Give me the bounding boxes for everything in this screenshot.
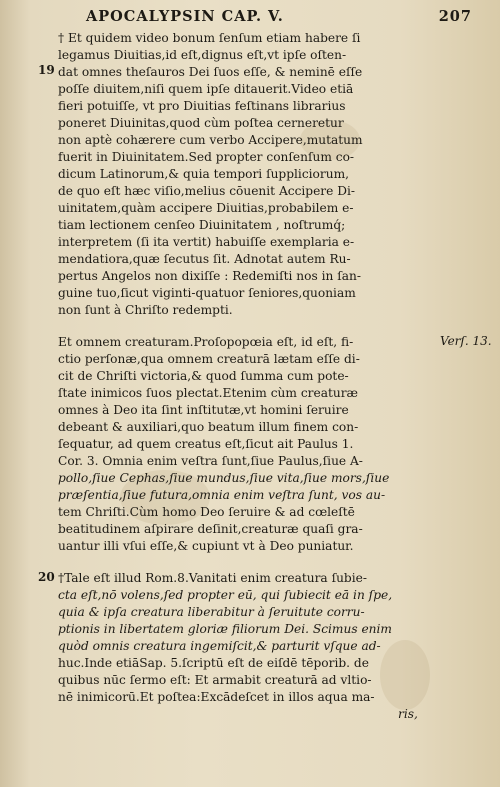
text-line: pertus Angelos non dixiſſe : Redemiſti nos in ſan- <box>58 269 361 283</box>
text-line: nē inimicorū.Et poſtea:Excādeſcet in illos aqua ma- <box>58 690 375 704</box>
text-line: quòd omnis creatura ingemiſcit,& parturit vſque ad- <box>58 639 381 653</box>
margin-verse-reference: Verſ. 13. <box>440 334 492 348</box>
text-line: Cor. 3. Omnia enim veſtra ſunt,ſiue Paulus,ſiue A- <box>58 454 363 468</box>
text-line: poſſe diuitem,niſi quem ipſe ditauerit.Video etiā <box>58 82 354 96</box>
text-line: tiam lectionem cenſeo Diuinitatem , noſtrumq́; <box>58 218 346 232</box>
text-line: quia & ipſa creatura liberabitur à ſeruitute corru- <box>58 605 365 619</box>
text-line: guine tuo,ſicut viginti-quatuor ſeniores,quoniam <box>58 286 356 300</box>
running-head <box>86 8 486 25</box>
text-line: dicum Latinorum,& quia tempori ſuppliciorum, <box>58 167 349 181</box>
page-number: 207 <box>438 8 472 25</box>
text-line: †Tale eſt illud Rom.8.Vanitati enim creatura ſubie- <box>58 571 367 585</box>
text-line: uinitatem,quàm accipere Diuitias,probabilem e- <box>58 201 354 215</box>
margin-number: 20 <box>38 570 55 584</box>
text-line: † Et quidem video bonum ſenſum etiam habere ſi <box>58 31 361 45</box>
text-line: huc.Inde etiāSap. 5.ſcriptū eſt de eiſdē tēporib. de <box>58 656 369 670</box>
text-line: pollo,ſiue Cephas,ſiue mundus,ſiue vita,ſiue mors,ſiue <box>58 471 390 485</box>
text-line: dat omnes theſauros Dei ſuos eſſe, & neminē eſſe <box>58 65 363 79</box>
text-line: ſtate inimicos ſuos plectat.Etenim cùm creaturæ <box>58 386 358 400</box>
text-line: fuerit in Diuinitatem.Sed propter conſenſum co- <box>58 150 355 164</box>
text-line: præſentia,ſiue futura,omnia enim veſtra ſunt, vos au- <box>58 488 386 502</box>
text-line: cit de Chriſti victoria,& quod ſumma cum pote- <box>58 369 349 383</box>
text-line: Et omnem creaturam.Proſopopœia eſt, id eſt, fi- <box>58 335 354 349</box>
margin-number: 19 <box>38 63 55 77</box>
text-line: fieri potuiſſe, vt pro Diuitias feſtinans librarius <box>58 99 346 113</box>
text-line: legamus Diuitias,id eſt,dignus eſt,vt ipſe oſten- <box>58 48 347 62</box>
text-line: omnes à Deo ita ſint inſtitutæ,vt homini ſeruire <box>58 403 349 417</box>
running-head-title: APOCALYPSIN CAP. V. <box>86 8 284 25</box>
page-stain <box>380 640 430 710</box>
text-line: ctio perſonæ,qua omnem creaturā lætam eſſe di- <box>58 352 360 366</box>
text-line: ris, <box>398 707 418 721</box>
text-line: uantur illi vſui eſſe,& cupiunt vt à Deo puniatur. <box>58 539 354 553</box>
text-line: ptionis in libertatem gloriæ filiorum Dei. Scimus enim <box>58 622 392 636</box>
text-line: poneret Diuinitas,quod cùm poſtea cerneretur <box>58 116 344 130</box>
text-line: beatitudinem aſpirare deſinit,creaturæ quaſi gra- <box>58 522 363 536</box>
text-line: non ſunt à Chriſto redempti. <box>58 303 233 317</box>
text-line: ſequatur, ad quem creatus eſt,ſicut ait Paulus 1. <box>58 437 354 451</box>
text-line: debeant & auxiliari,quo beatum illum finem con- <box>58 420 359 434</box>
text-line: quibus nūc ſermo eſt: Et armabit creaturā ad vltio- <box>58 673 372 687</box>
text-line: interpretem (ſi ita vertit) habuiſſe exemplaria e- <box>58 235 355 249</box>
text-line: cta eſt,nō volens,ſed propter eū, qui ſubiecit eā in ſpe, <box>58 588 393 602</box>
text-line: de quo eſt hæc viſio,melius cōuenit Accipere Di- <box>58 184 356 198</box>
text-line: non aptè cohærere cum verbo Accipere,mutatum <box>58 133 363 147</box>
text-line: tem Chriſti.Cùm homo Deo ſeruire & ad cœleſtē <box>58 505 355 519</box>
text-line: mendatiora,quæ ſecutus ſit. Adnotat autem Ru- <box>58 252 351 266</box>
